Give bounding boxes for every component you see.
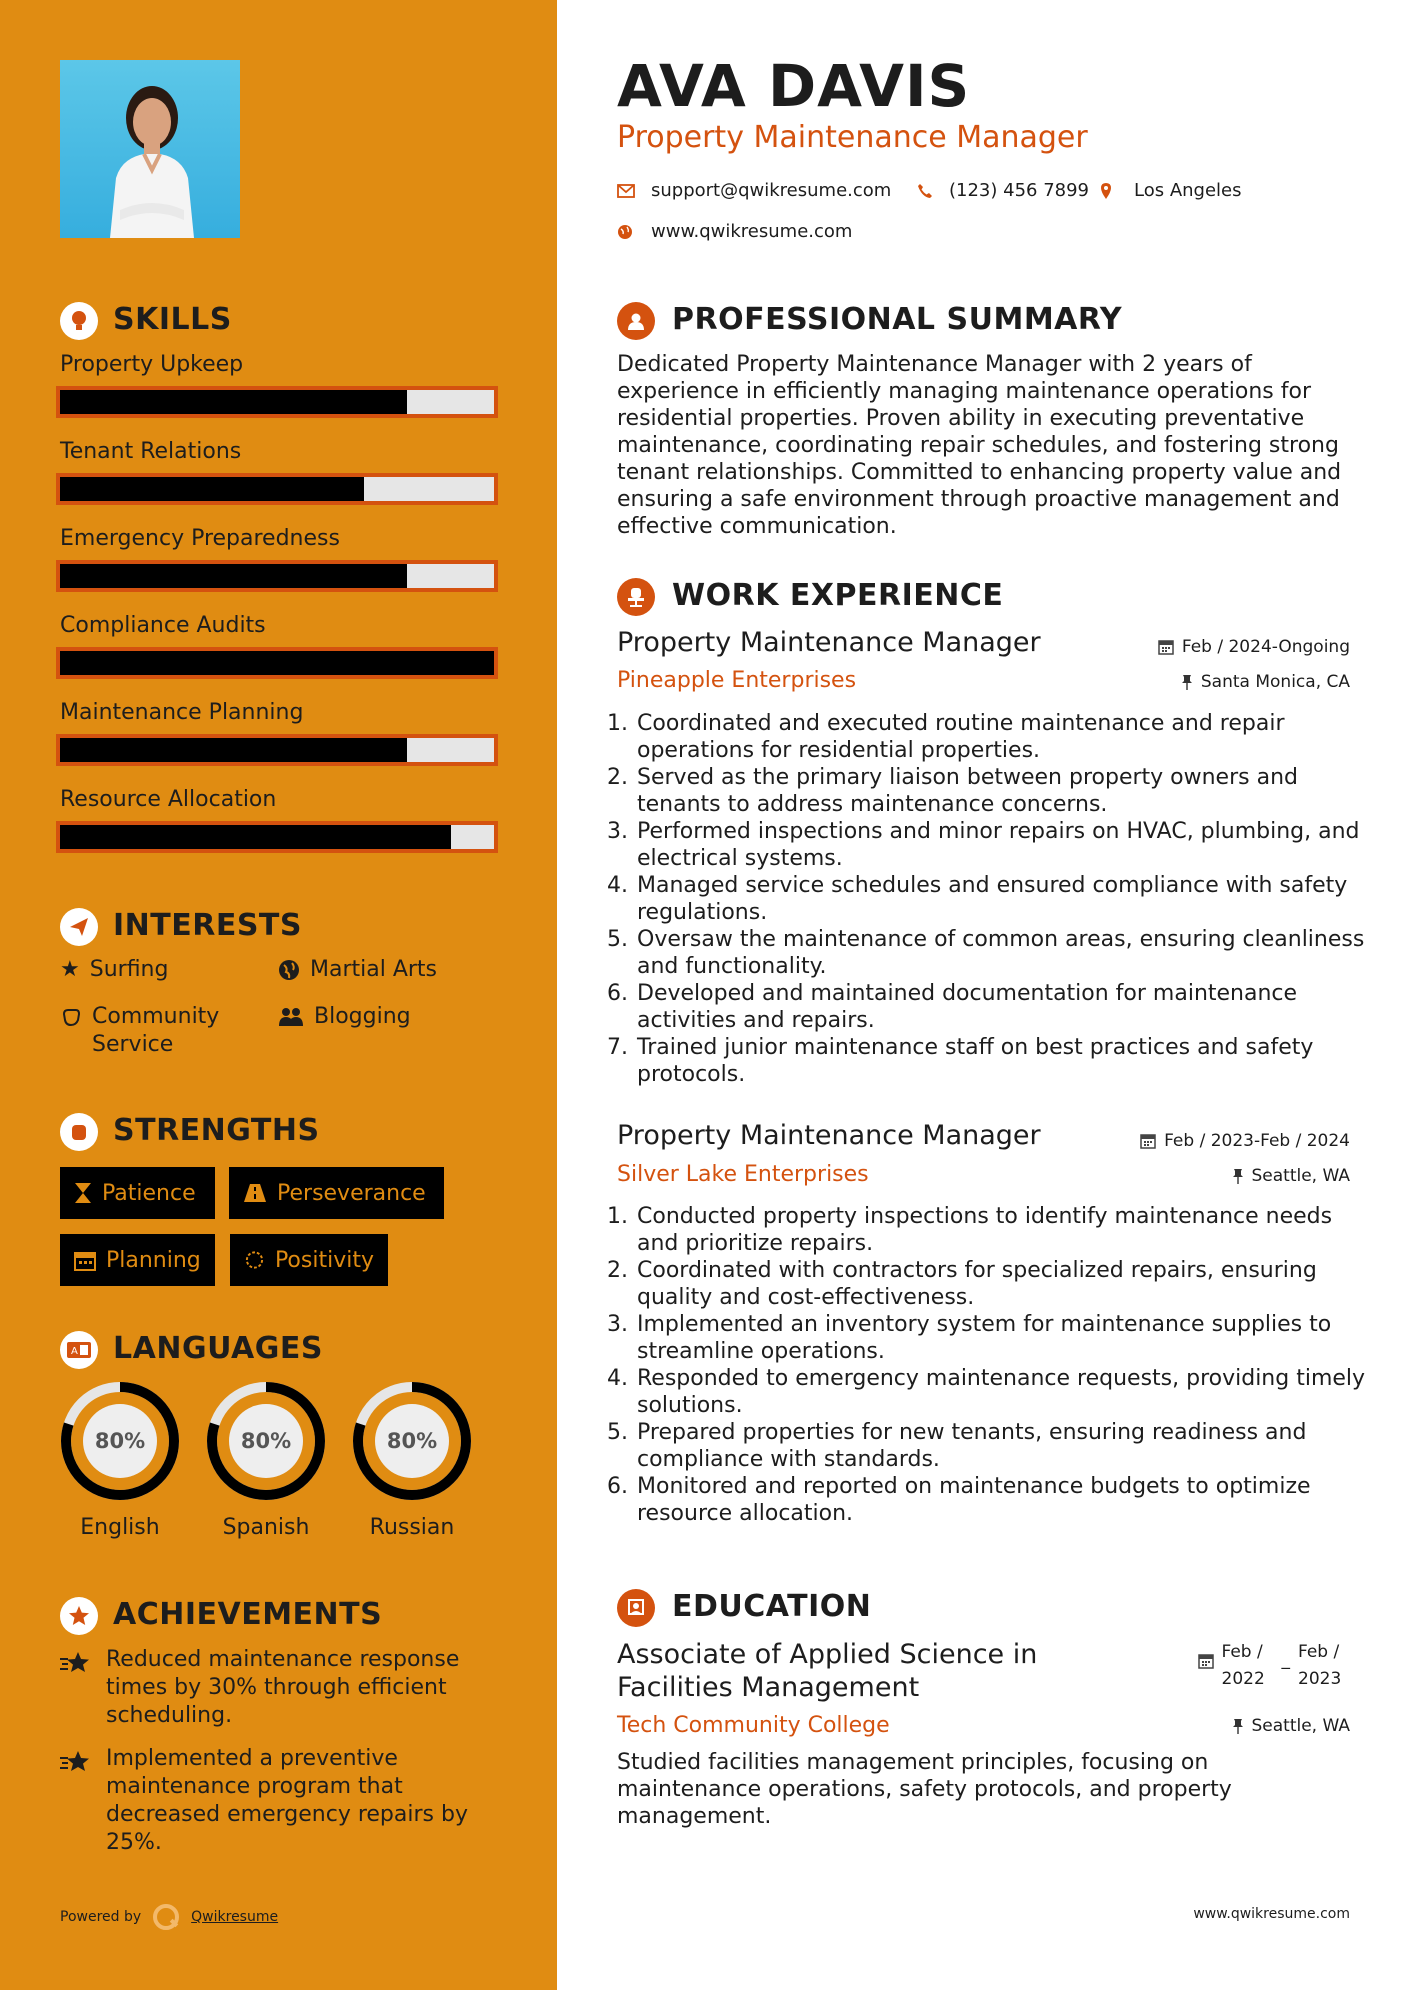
interest-item: [278, 1003, 411, 1031]
skill-bar: [56, 647, 498, 679]
star-burst-icon: [60, 1745, 94, 1857]
skill-label: Property Upkeep: [60, 352, 244, 377]
duty-item: 3. Performed inspections and minor repairs on HVAC, plumbing, and electrical systems.: [635, 818, 1380, 872]
calendar-icon: [1198, 1653, 1214, 1669]
strength-tag: [60, 1234, 215, 1286]
user-icon: [617, 302, 655, 340]
calendar-icon: [1158, 639, 1174, 655]
strength-label: Patience: [102, 1180, 196, 1206]
duty-item: 6. Monitored and reported on maintenance budgets to optimize resource allocation.: [635, 1473, 1380, 1527]
email-text[interactable]: support@qwikresume.com: [651, 180, 892, 201]
strength-label: Positivity: [274, 1247, 374, 1273]
language-percent: 80%: [386, 1429, 438, 1453]
company-name: Pineapple Enterprises: [617, 668, 857, 693]
website-text[interactable]: www.qwikresume.com: [651, 221, 853, 242]
achievement-item: [60, 1745, 500, 1857]
skill-bar: [56, 386, 498, 418]
strength-tag: [229, 1167, 444, 1219]
education-end: Feb / 2023: [1298, 1642, 1342, 1689]
users-icon: [278, 1006, 304, 1028]
calendar-icon: [74, 1249, 96, 1271]
date-separator: _: [1281, 1650, 1290, 1670]
skill-bar: [56, 734, 498, 766]
job-dates: [1140, 1131, 1350, 1151]
achievement-item: [60, 1646, 500, 1730]
contact-phone: [917, 180, 1089, 201]
achievement-text: Reduced maintenance response times by 30% through efficient scheduling.: [106, 1647, 460, 1728]
svg-text:A: A: [71, 1346, 78, 1357]
interest-label: Blogging: [314, 1004, 411, 1029]
star-icon: ★: [60, 957, 80, 982]
duty-item: 6. Developed and maintained documentation for maintenance activities and repairs.: [635, 980, 1380, 1034]
skill-label: Maintenance Planning: [60, 700, 304, 725]
skill-bar-fill: [60, 564, 407, 588]
duty-item: 1. Coordinated and executed routine maintenance and repair operations for residential properties.: [635, 710, 1380, 764]
skill-bar: [56, 473, 498, 505]
job-location-text: Santa Monica, CA: [1200, 672, 1350, 692]
education-heading: EDUCATION: [672, 1589, 872, 1624]
achievement-text: Implemented a preventive maintenance program that decreased emergency repairs by 25%.: [106, 1746, 468, 1855]
job-duties: [617, 710, 1380, 1088]
degree-title: [617, 1638, 1037, 1704]
sun-icon: [244, 1249, 265, 1271]
skill-bar-fill: [60, 477, 364, 501]
duty-item: 4. Responded to emergency maintenance requests, providing timely solutions.: [635, 1365, 1380, 1419]
interests-heading: INTERESTS: [113, 908, 302, 943]
skill-label: Compliance Audits: [60, 613, 266, 638]
phone-icon: [917, 183, 933, 199]
award-icon: [60, 1597, 98, 1635]
education-text: Studied facilities management principles, focusing on maintenance operations, safety protocols, and property management.: [617, 1750, 1232, 1829]
location-text: Los Angeles: [1134, 180, 1242, 201]
duty-item: 1. Conducted property inspections to identify maintenance needs and prioritize repairs.: [635, 1203, 1380, 1257]
skill-label: Tenant Relations: [60, 439, 242, 464]
strength-label: Perseverance: [277, 1180, 426, 1206]
skill-bar: [56, 560, 498, 592]
skill-bar-fill: [60, 825, 451, 849]
degree-line: Facilities Management: [617, 1672, 920, 1703]
job-title: Property Maintenance Manager: [617, 1120, 1041, 1151]
duty-item: 2. Served as the primary liaison between property owners and tenants to address maintenance concerns.: [635, 764, 1380, 818]
education-location: [1232, 1716, 1351, 1736]
pushpin-icon: [1181, 674, 1193, 690]
strength-tag: [230, 1234, 388, 1286]
languages-heading: LANGUAGES: [113, 1331, 323, 1366]
candidate-name: AVA DAVIS: [617, 52, 971, 120]
strength-tag: [60, 1167, 215, 1219]
strengths-heading: STRENGTHS: [113, 1113, 320, 1148]
graduate-icon: [617, 1589, 655, 1627]
duty-item: 5. Oversaw the maintenance of common areas, ensuring cleanliness and functionality.: [635, 926, 1380, 980]
strength-label: Planning: [106, 1247, 201, 1273]
road-icon: [243, 1183, 267, 1203]
interest-label: Community Service: [92, 1004, 220, 1057]
qwikresume-logo-icon: [151, 1902, 181, 1932]
paper-plane-icon: [60, 908, 98, 946]
qwikresume-link[interactable]: Qwikresume: [191, 1909, 279, 1925]
hourglass-icon: [74, 1182, 92, 1204]
duty-item: 5. Prepared properties for new tenants, ensuring readiness and compliance with standards.: [635, 1419, 1380, 1473]
skills-heading: SKILLS: [113, 302, 232, 337]
powered-by-text: Powered by: [60, 1909, 142, 1925]
language-gauge: [350, 1379, 474, 1503]
achievements-heading: ACHIEVEMENTS: [113, 1597, 383, 1632]
globe-icon: [617, 224, 633, 240]
footer-website[interactable]: www.qwikresume.com: [1193, 1906, 1350, 1922]
job-duties: [617, 1203, 1380, 1527]
job-dates-text: Feb / 2024-Ongoing: [1181, 637, 1350, 657]
skill-label: Resource Allocation: [60, 787, 277, 812]
map-pin-icon: [1100, 182, 1112, 200]
skill-bar-fill: [60, 390, 407, 414]
envelope-icon: [617, 184, 635, 198]
phone-text[interactable]: (123) 456 7899: [949, 180, 1090, 201]
lightbulb-icon: [60, 302, 98, 340]
pushpin-icon: [1232, 1718, 1244, 1734]
language-gauge: [58, 1379, 182, 1503]
profile-photo: [60, 60, 240, 238]
sidebar: [0, 0, 557, 1990]
interest-label: Martial Arts: [310, 957, 438, 982]
experience-heading: WORK EXPERIENCE: [672, 578, 1004, 613]
duty-item: 2. Coordinated with contractors for specialized repairs, ensuring quality and cost-effectiveness.: [635, 1257, 1380, 1311]
language-icon: [60, 1331, 98, 1369]
interest-item: [278, 956, 437, 984]
footer-powered-by: [60, 1902, 278, 1932]
job-dates: [1158, 637, 1350, 657]
summary-text: Dedicated Property Maintenance Manager with 2 years of experience in efficiently managing maintenance operations for residential properties. Proven ability in executing preventative maintenance, coordinating repair schedules, and fostering strong tenant relationships. Committed to enhancing property value and ensuring a safe environment through proactive management and effective communication.: [617, 352, 1342, 539]
star-burst-icon: [60, 1646, 94, 1730]
main-content: [557, 0, 1407, 1990]
degree-line: Associate of Applied Science in: [617, 1639, 1038, 1670]
job-dates-text: Feb / 2023-Feb / 2024: [1164, 1131, 1350, 1151]
interest-label: Surfing: [89, 957, 169, 982]
calendar-icon: [1140, 1133, 1156, 1149]
job-location: [1181, 672, 1350, 692]
education-start: Feb / 2022: [1221, 1642, 1265, 1689]
office-chair-icon: [617, 578, 655, 616]
school-name: Tech Community College: [617, 1713, 890, 1738]
pushpin-icon: [1232, 1168, 1244, 1184]
language-percent: 80%: [94, 1429, 146, 1453]
skill-label: Emergency Preparedness: [60, 526, 340, 551]
job-location: [1232, 1166, 1351, 1186]
candidate-role: Property Maintenance Manager: [617, 120, 1088, 155]
summary-heading: PROFESSIONAL SUMMARY: [672, 302, 1123, 337]
contact-location: [1100, 180, 1242, 201]
skill-bar-fill: [60, 651, 494, 675]
education-location-text: Seattle, WA: [1251, 1716, 1350, 1736]
contact-email: [617, 180, 891, 201]
job-title: Property Maintenance Manager: [617, 627, 1041, 658]
skill-bar-fill: [60, 738, 407, 762]
language-label: Russian: [369, 1515, 455, 1540]
interest-item: [60, 956, 168, 984]
globe-icon: [278, 959, 300, 981]
duty-item: 7. Trained junior maintenance staff on best practices and safety protocols.: [635, 1034, 1380, 1088]
contact-website: [617, 221, 852, 242]
hand-icon: [60, 1006, 82, 1028]
interest-item: [60, 1003, 260, 1059]
job-location-text: Seattle, WA: [1251, 1166, 1350, 1186]
duty-item: 3. Implemented an inventory system for maintenance supplies to streamline operations.: [635, 1311, 1380, 1365]
education-dates: [1198, 1639, 1351, 1693]
duty-item: 4. Managed service schedules and ensured compliance with safety regulations.: [635, 872, 1380, 926]
language-percent: 80%: [240, 1429, 292, 1453]
fist-icon: [60, 1113, 98, 1151]
company-name: Silver Lake Enterprises: [617, 1162, 869, 1187]
language-label: Spanish: [222, 1515, 310, 1540]
language-gauge: [204, 1379, 328, 1503]
skill-bar: [56, 821, 498, 853]
language-label: English: [80, 1515, 160, 1540]
